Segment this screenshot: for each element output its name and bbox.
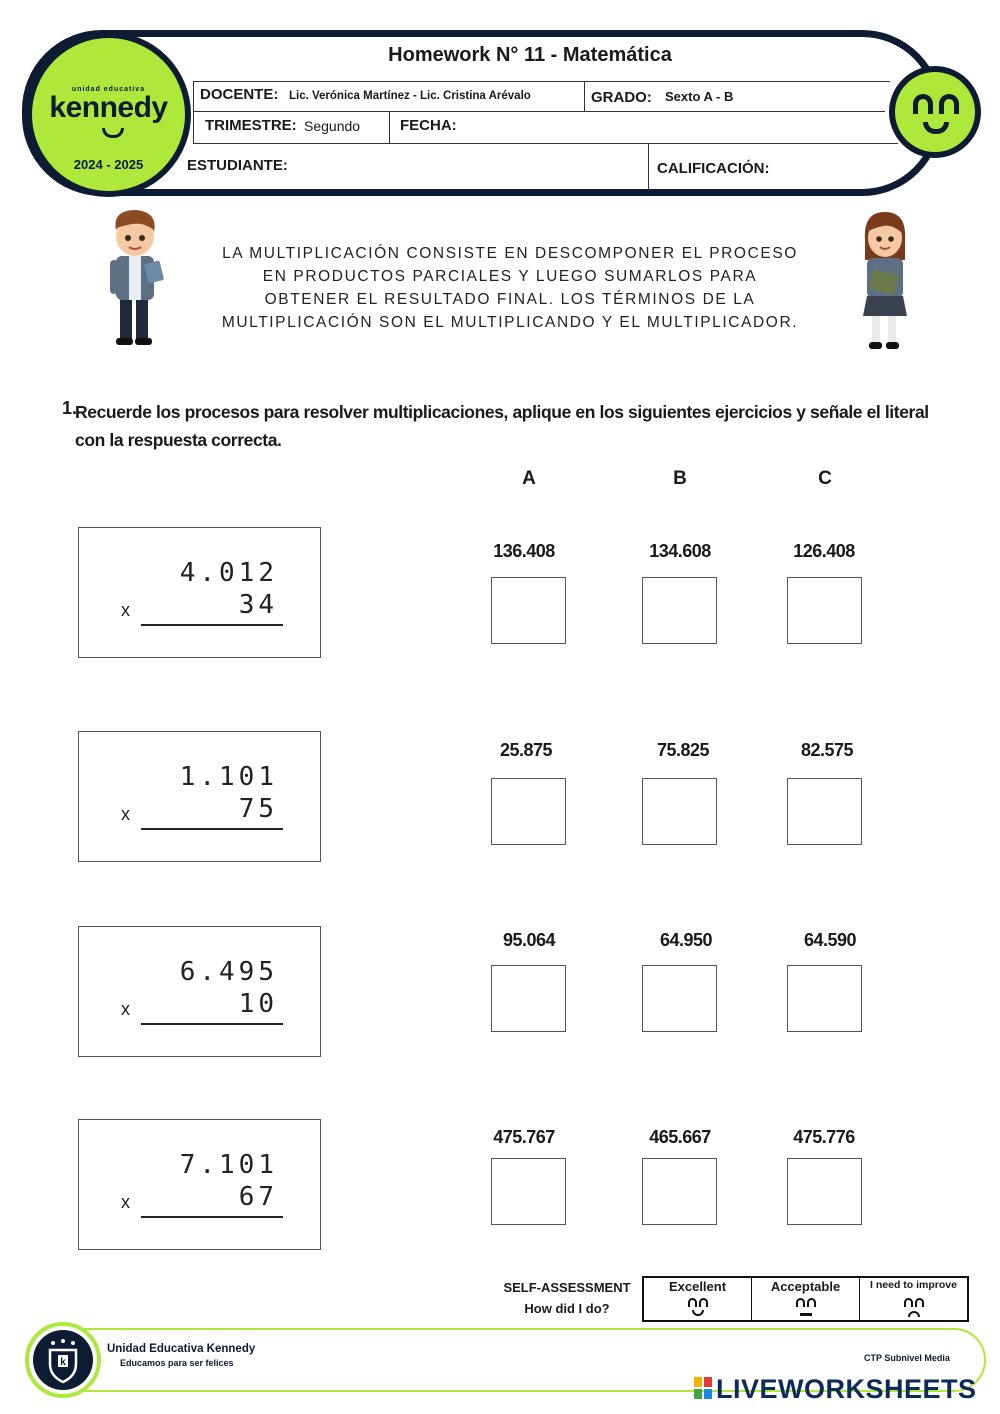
logo-caption: unidad educativa <box>71 86 146 93</box>
multiplier: 10 <box>238 989 278 1019</box>
option-a-value: 475.767 <box>493 1127 555 1147</box>
multiplicand: 7.101 <box>179 1150 278 1180</box>
answer-checkbox-3c[interactable] <box>787 965 862 1032</box>
multiplicand: 4.012 <box>179 558 278 588</box>
self-assessment-label: I need to improve <box>870 1279 957 1291</box>
school-logo <box>26 32 191 197</box>
result-line <box>141 624 283 626</box>
problem-3-card <box>78 926 321 1057</box>
docente-value: Lic. Verónica Martínez - Lic. Cristina Arévalo <box>289 90 531 102</box>
answer-checkbox-1b[interactable] <box>642 577 717 644</box>
logo-letter: k <box>60 1357 66 1368</box>
docente-label: DOCENTE: <box>200 86 279 103</box>
answer-checkbox-1a[interactable] <box>491 577 566 644</box>
problem-4-card <box>78 1119 321 1250</box>
self-assessment-label: Acceptable <box>770 1279 841 1294</box>
multiplicand: 6.495 <box>179 957 278 987</box>
multiply-sign: x <box>121 1192 130 1212</box>
header-divider <box>193 143 898 144</box>
grado-value: Sexto A - B <box>665 89 734 104</box>
header-divider <box>584 81 585 111</box>
problem-1-card <box>78 527 321 658</box>
neutral-face-icon <box>795 1298 817 1318</box>
answer-checkbox-4b[interactable] <box>642 1158 717 1225</box>
option-a-value: 95.064 <box>502 930 556 950</box>
multiply-sign: x <box>121 804 130 824</box>
sad-face-icon <box>903 1298 925 1318</box>
self-assessment-need-improve[interactable] <box>860 1278 967 1320</box>
answer-checkbox-2c[interactable] <box>787 778 862 845</box>
multiply-sign: x <box>121 999 130 1019</box>
result-line <box>141 828 283 830</box>
self-assessment-excellent[interactable] <box>644 1278 752 1320</box>
fecha-label[interactable]: FECHA: <box>400 117 457 134</box>
multiply-sign: x <box>121 600 130 620</box>
calificacion-label: CALIFICACIÓN: <box>657 160 770 177</box>
answer-checkbox-3a[interactable] <box>491 965 566 1032</box>
option-c-value: 82.575 <box>800 740 854 760</box>
intro-line: OBTENER EL RESULTADO FINAL. LOS TÉRMINOS DE LA <box>264 291 756 308</box>
boy-character <box>102 208 168 353</box>
column-header-a: A <box>522 468 536 489</box>
option-c-value: 64.590 <box>803 930 857 950</box>
header-divider <box>193 81 890 82</box>
problem-2-card <box>78 731 321 862</box>
page-title: Homework N° 11 - Matemática <box>388 44 672 66</box>
answer-checkbox-2b[interactable] <box>642 778 717 845</box>
answer-checkbox-1c[interactable] <box>787 577 862 644</box>
option-b-value: 64.950 <box>659 930 713 950</box>
option-c-value: 475.776 <box>793 1127 855 1147</box>
self-assessment-acceptable[interactable] <box>752 1278 860 1320</box>
option-b-value: 134.608 <box>649 541 711 561</box>
column-header-c: C <box>818 468 832 489</box>
multiplicand: 1.101 <box>179 762 278 792</box>
header-divider <box>193 81 194 143</box>
answer-checkbox-3b[interactable] <box>642 965 717 1032</box>
intro-line: EN PRODUCTOS PARCIALES Y LUEGO SUMARLOS PARA <box>262 268 758 285</box>
trimestre-value: Segundo <box>304 118 361 134</box>
option-b-value: 75.825 <box>656 740 710 760</box>
footer-slogan: Educamos para ser felices <box>120 1358 234 1368</box>
grado-label: GRADO: <box>591 89 652 106</box>
question-number: 1. <box>62 398 78 418</box>
girl-character <box>855 210 915 357</box>
intro-line: LA MULTIPLICACIÓN CONSISTE EN DESCOMPONER EL PROCESO <box>222 245 798 262</box>
column-header-b: B <box>673 468 687 489</box>
smiley-logo-icon <box>889 66 981 158</box>
trimestre-label: TRIMESTRE: <box>205 117 297 134</box>
answer-checkbox-4c[interactable] <box>787 1158 862 1225</box>
answer-checkbox-4a[interactable] <box>491 1158 566 1225</box>
footer-shield-logo <box>25 1322 101 1398</box>
result-line <box>141 1216 283 1218</box>
header-divider <box>389 111 390 143</box>
option-a-value: 136.408 <box>493 541 555 561</box>
result-line <box>141 1023 283 1025</box>
footer-ctp: CTP Subnivel Media <box>864 1353 950 1363</box>
answer-checkbox-2a[interactable] <box>491 778 566 845</box>
footer-school-name: Unidad Educativa Kennedy <box>107 1343 256 1355</box>
option-c-value: 126.408 <box>793 541 855 561</box>
header-divider <box>648 143 649 191</box>
multiplier: 34 <box>238 590 278 620</box>
logo-wordmark: kennedy <box>49 91 168 124</box>
header-divider <box>193 111 885 112</box>
multiplier: 67 <box>238 1182 278 1212</box>
school-year: 2024 - 2025 <box>73 157 144 172</box>
liveworksheets-brand[interactable]: LIVEWORKSHEETS <box>716 1374 977 1404</box>
self-assessment-title: SELF-ASSESSMENT <box>503 1280 631 1295</box>
estudiante-label[interactable]: ESTUDIANTE: <box>187 157 288 174</box>
intro-line: MULTIPLICACIÓN SON EL MULTIPLICANDO Y EL MULTIPLICADOR. <box>221 314 799 331</box>
self-assessment-label: Excellent <box>668 1279 727 1294</box>
self-assessment-table <box>642 1276 969 1322</box>
self-assessment-heading <box>498 1277 636 1319</box>
self-assessment-subtitle: How did I do? <box>524 1301 610 1316</box>
liveworksheets-logo-icon <box>694 1377 714 1401</box>
intro-text <box>190 242 830 334</box>
question-text: Recuerde los procesos para resolver multiplicaciones, aplique en los siguientes ejercicios y señale el literal con la respuesta correcta. <box>75 402 929 450</box>
multiplier: 75 <box>238 794 278 824</box>
option-b-value: 465.667 <box>649 1127 711 1147</box>
logo-smile-icon <box>102 128 124 138</box>
happy-face-icon <box>687 1298 709 1318</box>
option-a-value: 25.875 <box>499 740 553 760</box>
